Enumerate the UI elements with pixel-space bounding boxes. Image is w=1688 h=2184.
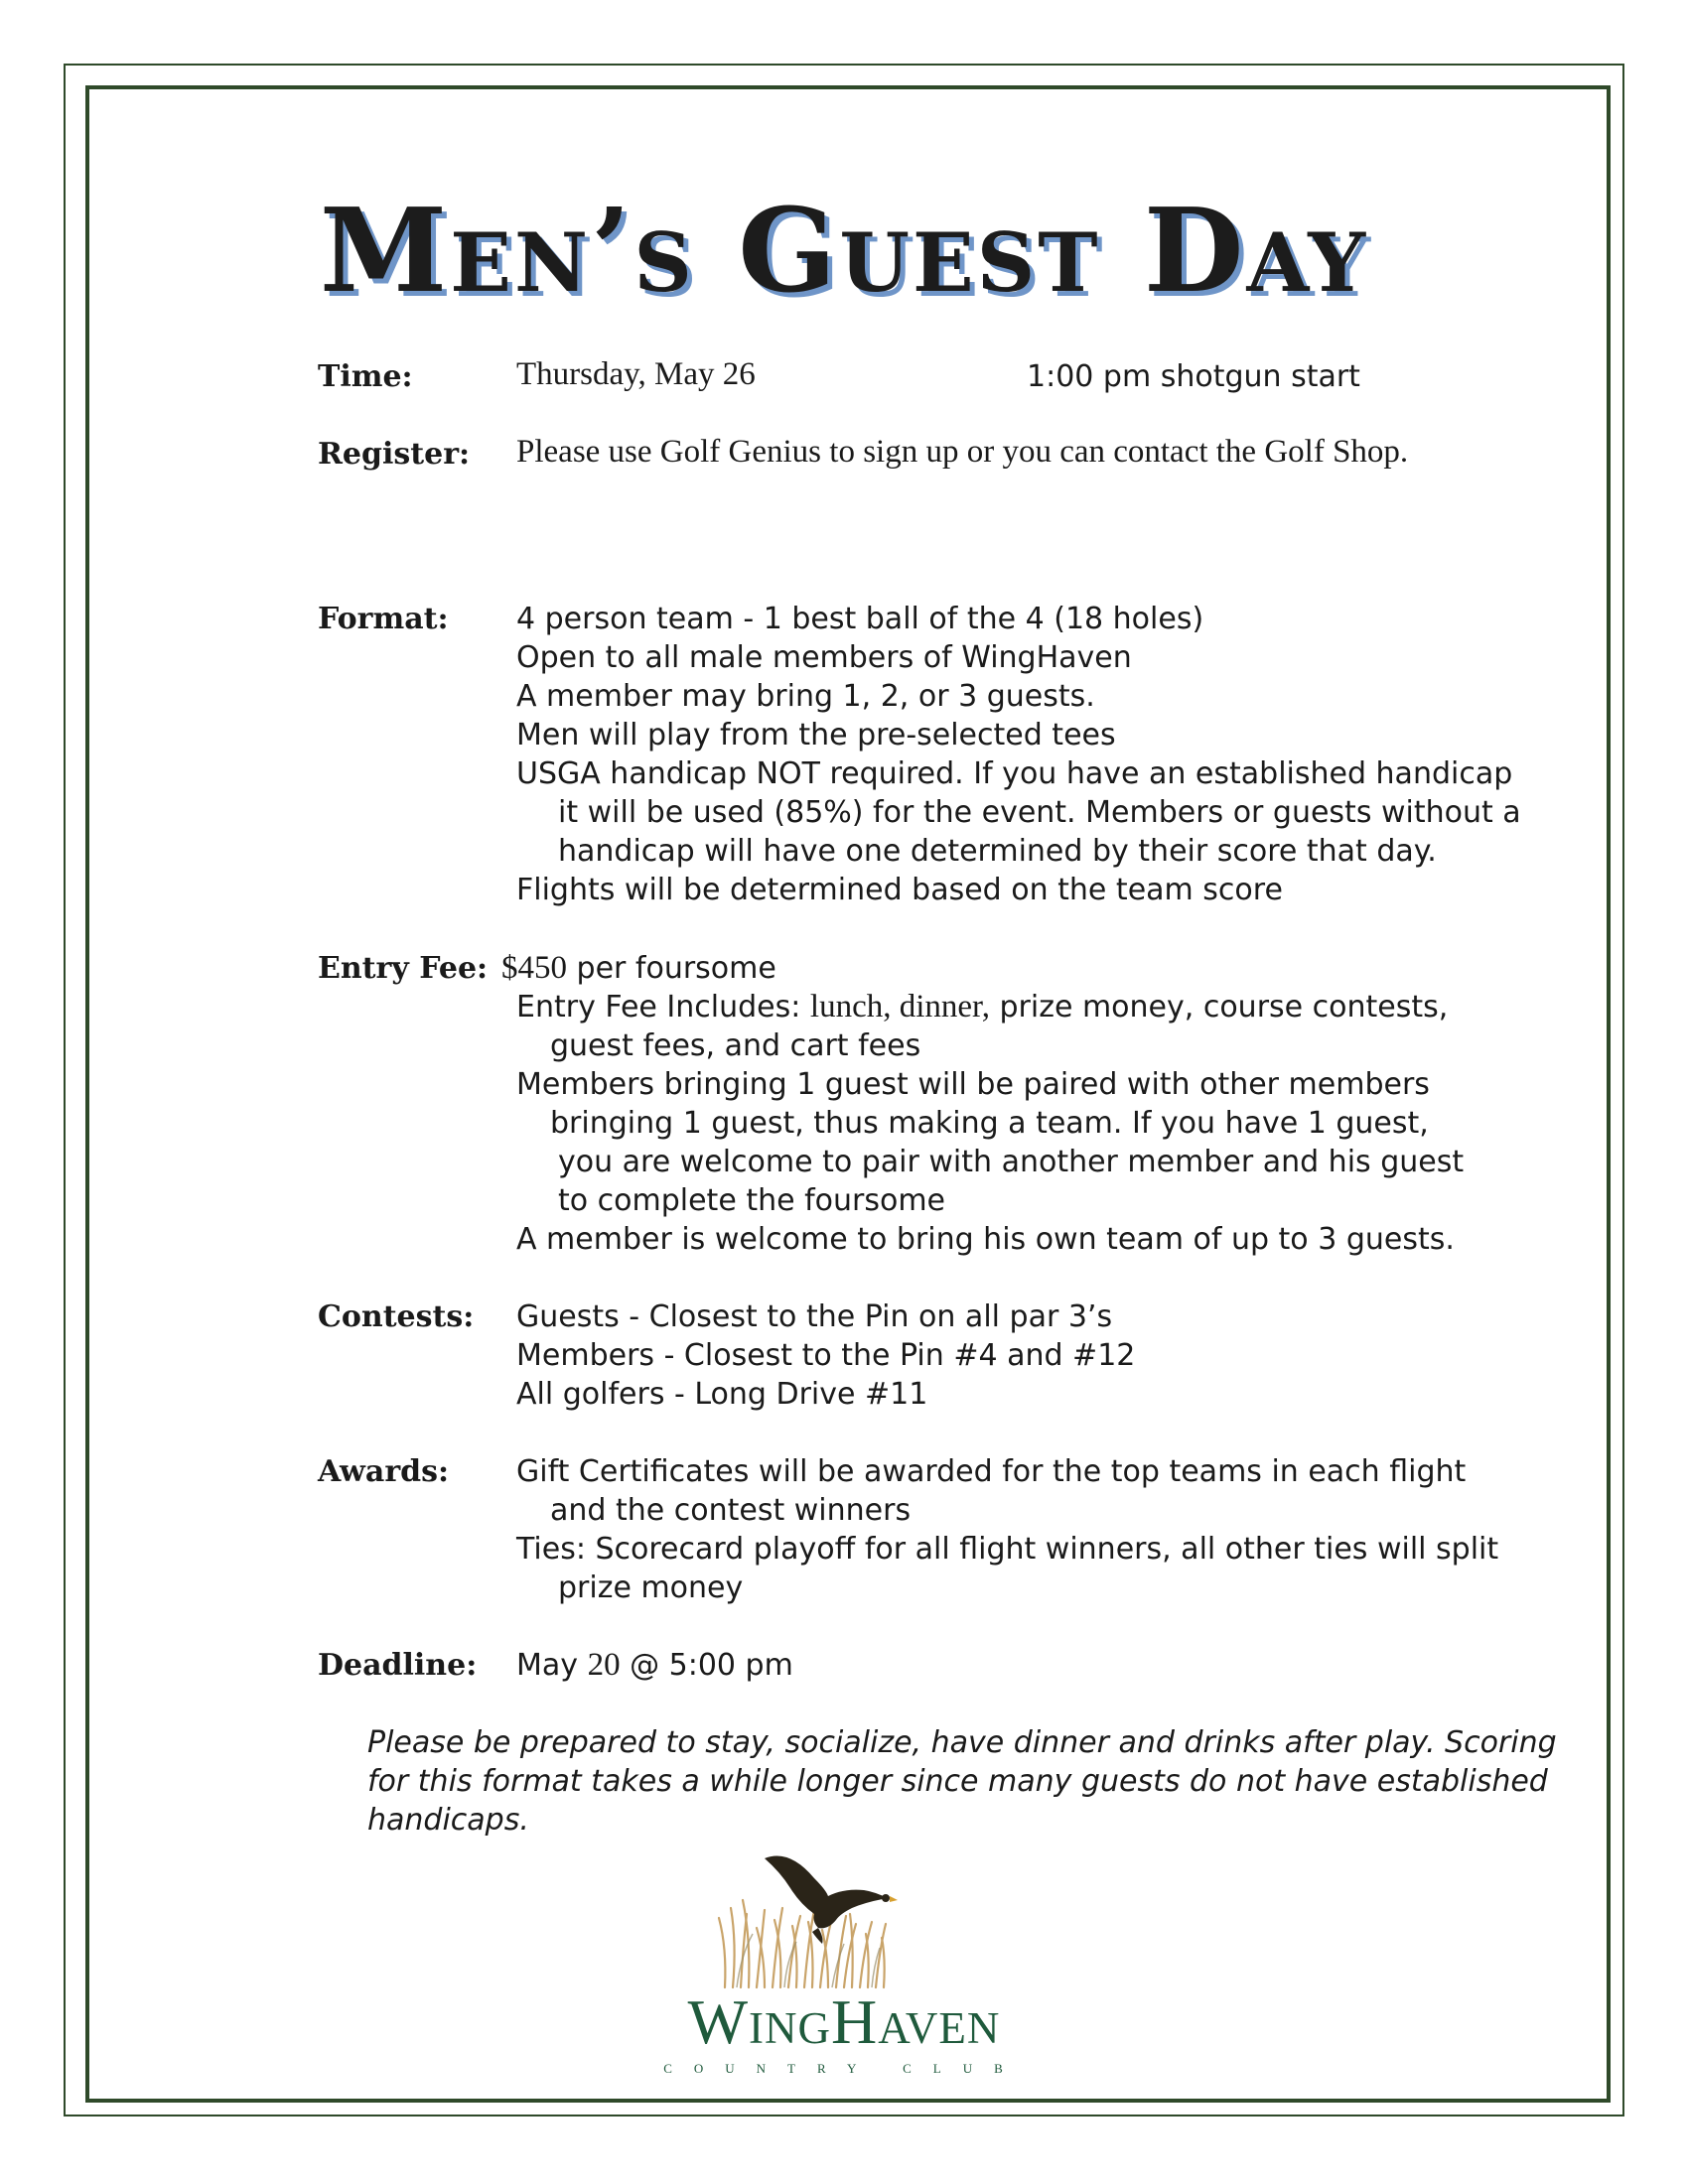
entry-fee-includes [516,988,1569,1026]
entry-fee-label: Entry Fee: [318,951,489,986]
time-label: Time: [318,359,413,394]
page-title: Men’s Guest Day [319,184,1369,319]
entry-fee-amount-line [501,949,776,988]
logo-wordmark: WingHaven [687,1986,1001,2057]
awards-line: prize money [558,1570,744,1605]
register-label: Register: [318,437,471,472]
logo-subtitle: COUNTRY CLUB [663,2061,1025,2076]
entry-fee-line: A member is welcome to bring his own team of up to 3 guests. [516,1222,1455,1257]
format-line: handicap will have one determined by their score that day. [558,834,1437,869]
contest-line: Guests - Closest to the Pin on all par 3’s [516,1299,1113,1334]
entry-fee-line: guest fees, and cart fees [550,1028,921,1063]
entry-fee-line: to complete the foursome [558,1183,946,1218]
awards-details [516,1452,1569,1607]
format-line: A member may bring 1, 2, or 3 guests. [516,679,1095,714]
contest-line: All golfers - Long Drive #11 [516,1377,928,1412]
deadline-day: 20 [587,1647,621,1683]
event-start-time: 1:00 pm shotgun start [1027,359,1360,394]
entry-fee-includes-prefix: Entry Fee Includes: [516,990,810,1024]
format-details [516,600,1569,909]
event-date: Thursday, May 26 [516,356,756,392]
format-line: Men will play from the pre-selected tees [516,718,1116,752]
deadline-label: Deadline: [318,1648,478,1683]
deadline-month: May [516,1648,588,1683]
deadline-value [516,1646,793,1685]
entry-fee-line: Members bringing 1 guest will be paired with other members [516,1067,1430,1102]
eagle-over-grass-icon [616,1839,1072,1997]
entry-fee-line: bringing 1 guest, thus making a team. If you have 1 guest, [550,1106,1429,1141]
entry-fee-details [516,988,1569,1259]
entry-fee-includes-rest: prize money, course contests, [989,990,1449,1024]
entry-fee-includes-meals: lunch, dinner, [809,989,990,1024]
format-line: it will be used (85%) for the event. Members or guests without a [558,795,1521,830]
winghaven-logo [616,1839,1072,2077]
format-label: Format: [318,602,449,636]
entry-fee-amount-suffix: per foursome [567,951,776,986]
deadline-time: @ 5:00 pm [620,1648,793,1683]
contests-details [516,1297,1569,1414]
format-line: Flights will be determined based on the team score [516,873,1283,907]
register-text: Please use Golf Genius to sign up or you can contact the Golf Shop. [516,434,1409,470]
entry-fee-line: you are welcome to pair with another member and his guest [558,1145,1465,1179]
contest-line: Members - Closest to the Pin #4 and #12 [516,1338,1136,1373]
contests-label: Contests: [318,1299,475,1334]
entry-fee-amount: $450 [501,950,567,986]
closing-note: Please be prepared to stay, socialize, have dinner and drinks after play. Scoring for this format takes a while longer since many guests do not have established handicaps. [367,1725,1557,1838]
awards-line: Gift Certificates will be awarded for the top teams in each flight [516,1454,1467,1489]
awards-line: and the contest winners [550,1493,912,1528]
format-line: USGA handicap NOT required. If you have an established handicap [516,756,1513,791]
awards-line: Ties: Scorecard playoff for all flight winners, all other ties will split [516,1532,1499,1567]
format-line: 4 person team - 1 best ball of the 4 (18 holes) [516,602,1204,636]
format-line: Open to all male members of WingHaven [516,640,1132,675]
awards-label: Awards: [318,1454,450,1489]
